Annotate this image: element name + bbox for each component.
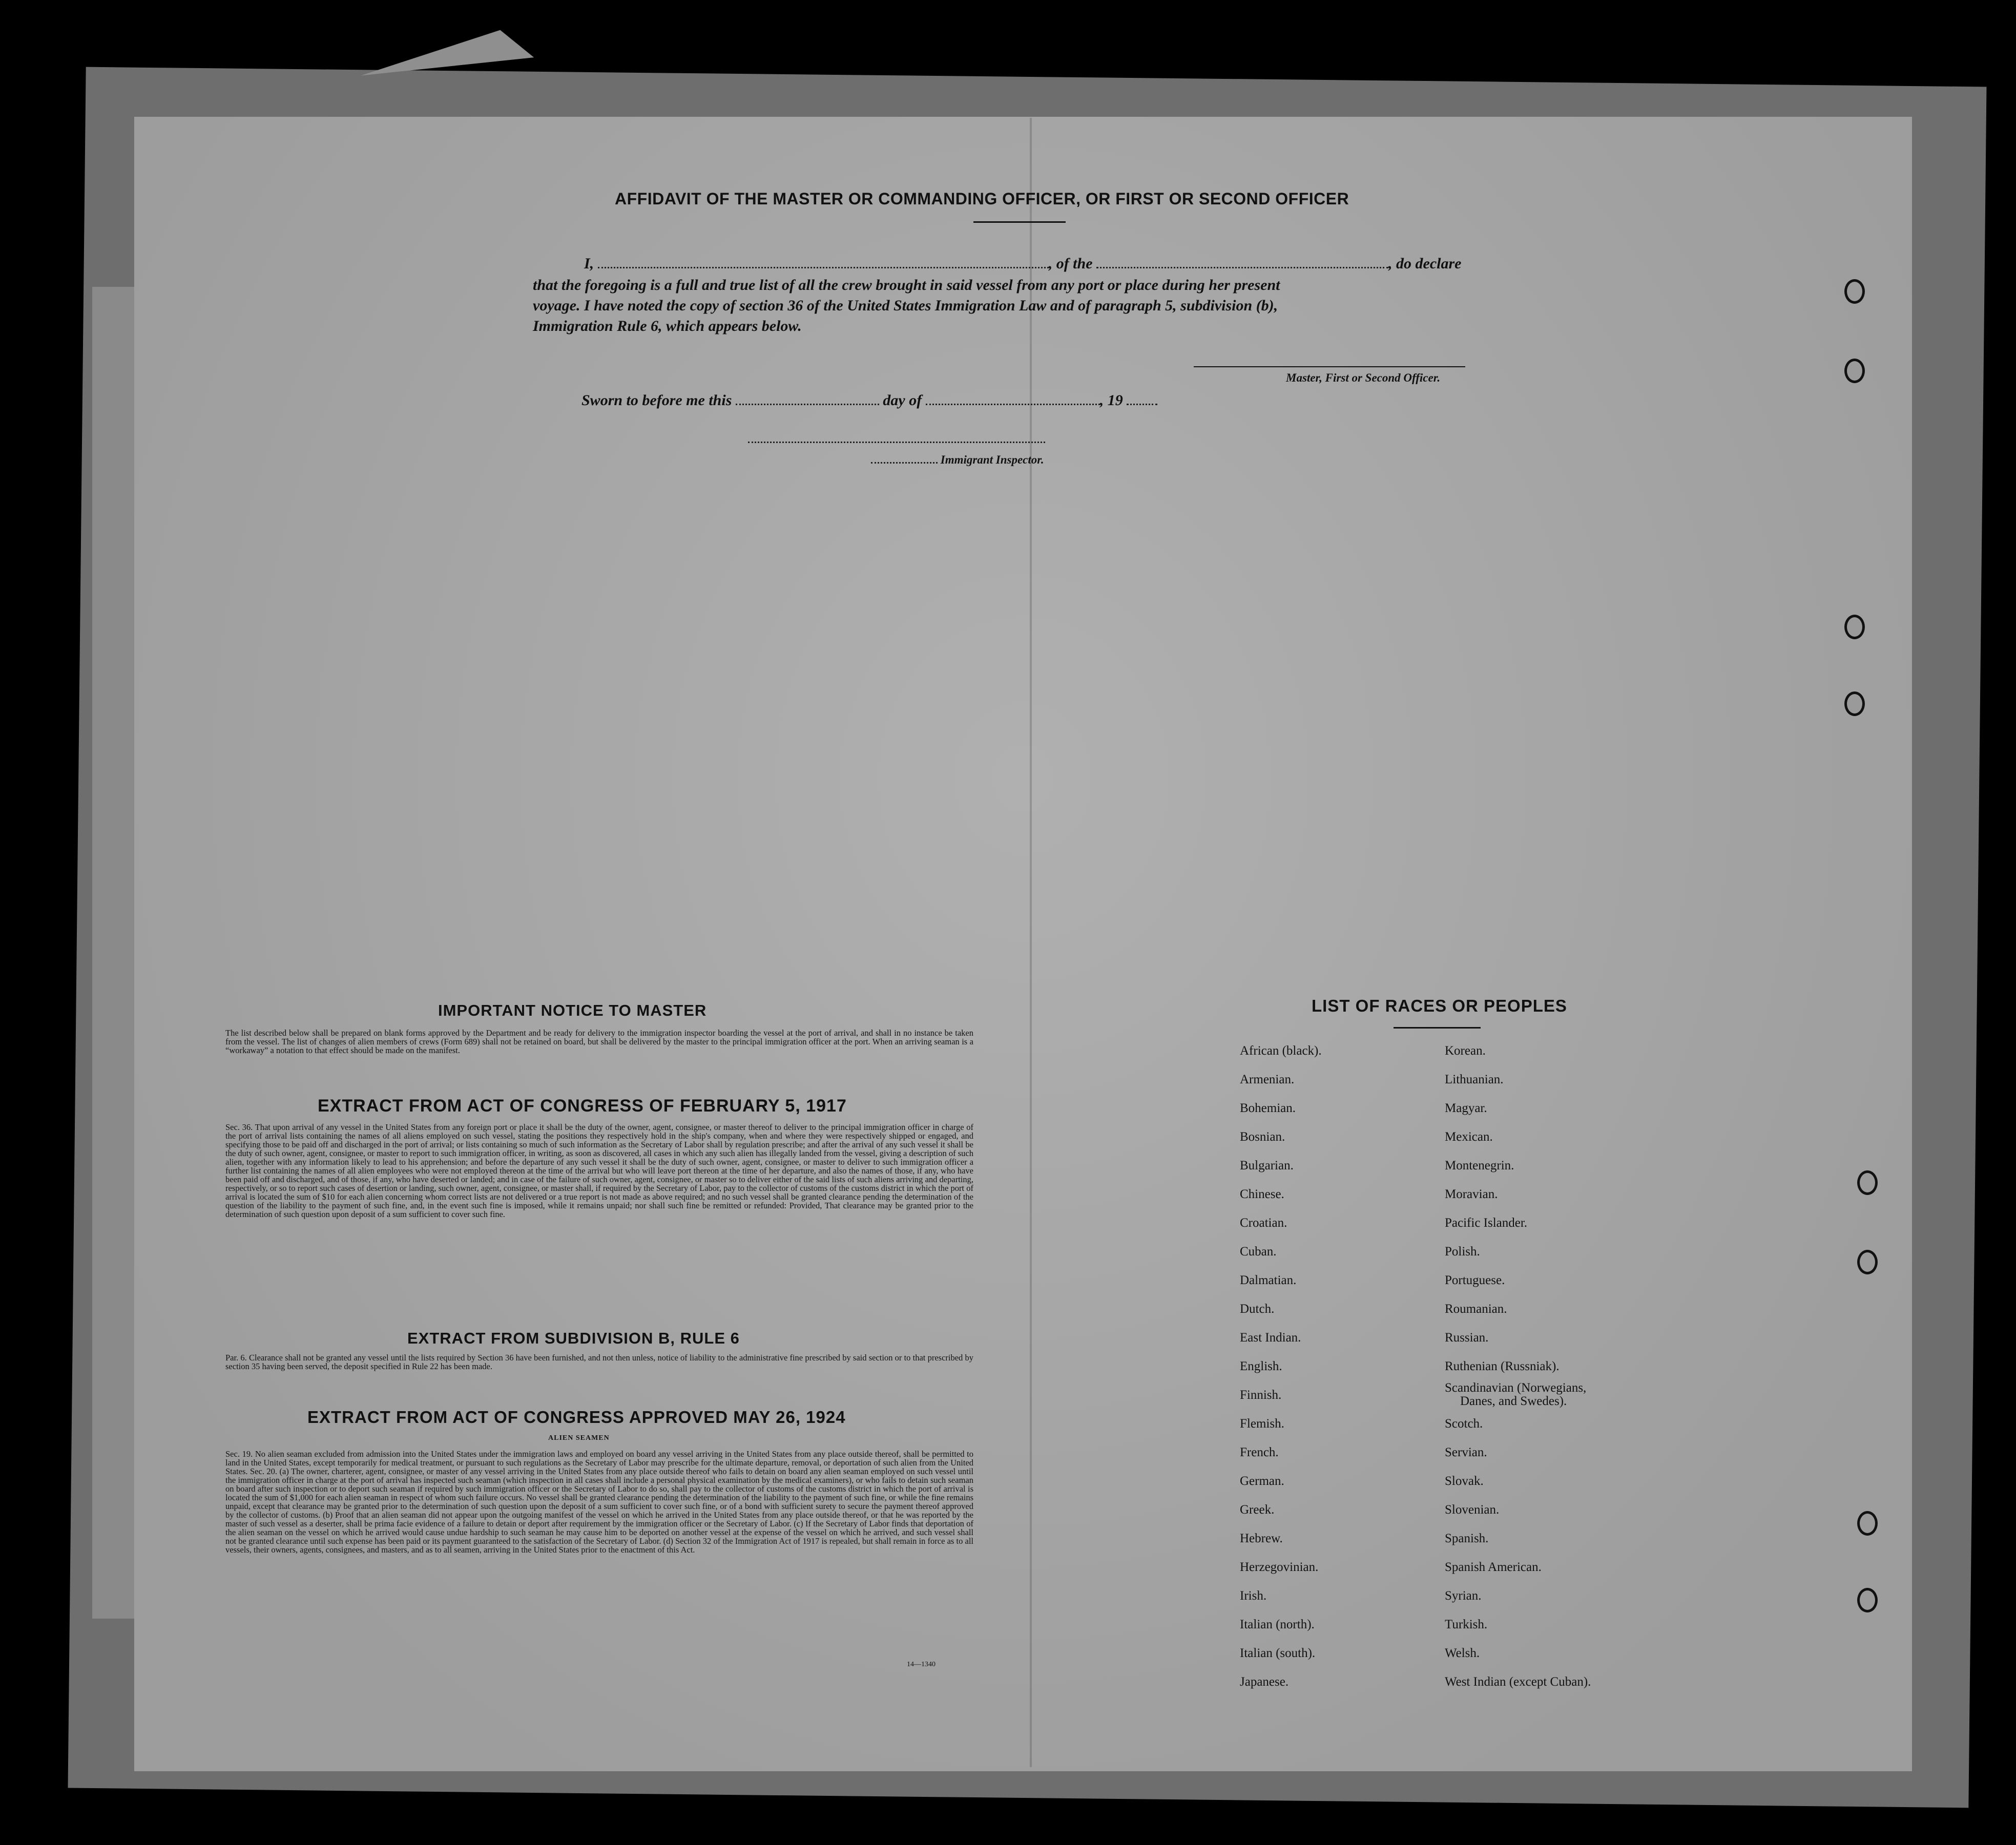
race-item: Syrian.	[1445, 1589, 1482, 1603]
race-item: Cuban.	[1240, 1245, 1277, 1259]
race-item: Bohemian.	[1240, 1101, 1296, 1115]
i-label: I,	[584, 255, 594, 272]
race-item: Spanish.	[1445, 1532, 1489, 1545]
extract-1924-subheading: ALIEN SEAMEN	[548, 1434, 610, 1442]
race-item: Portuguese.	[1445, 1273, 1505, 1287]
race-item: Slovenian.	[1445, 1503, 1500, 1517]
title-underline	[973, 221, 1066, 223]
race-item: Mexican.	[1445, 1130, 1493, 1144]
extract-rule6-text: Par. 6. Clearance shall not be granted any vessel until the lists required by Section 36 have been furnished, and not then unless, notice of liability to the administrative fine prescribed by said section or to that prescribed by section 35 having been served, the deposit specified in Rule 22 has been made.	[225, 1353, 973, 1371]
race-item: Montenegrin.	[1445, 1159, 1514, 1172]
race-item: Lithuanian.	[1445, 1073, 1504, 1086]
race-item: Croatian.	[1240, 1216, 1287, 1230]
race-item: Italian (north).	[1240, 1618, 1315, 1631]
notice-heading: IMPORTANT NOTICE TO MASTER	[438, 1001, 707, 1019]
race-item: Polish.	[1445, 1245, 1480, 1259]
race-item: Greek.	[1240, 1503, 1275, 1517]
race-item: Pacific Islander.	[1445, 1216, 1528, 1230]
race-item: Flemish.	[1240, 1417, 1284, 1431]
races-heading-underline	[1394, 1027, 1481, 1029]
race-item: African (black).	[1240, 1044, 1322, 1058]
center-fold	[1030, 118, 1032, 1767]
binder-hole-icon	[1857, 1511, 1878, 1536]
body-line-2: voyage. I have noted the copy of section 36 of the United States Immigration Law and of paragraph 5, subdivision (b),	[533, 297, 1278, 314]
race-item: Spanish American.	[1445, 1560, 1542, 1574]
race-item: Moravian.	[1445, 1187, 1498, 1201]
sworn-month-field[interactable]	[926, 402, 1100, 405]
race-item: Irish.	[1240, 1589, 1267, 1603]
background-paper-edge	[92, 287, 138, 1619]
race-item: Armenian.	[1240, 1073, 1295, 1086]
body-line-3: Immigration Rule 6, which appears below.	[533, 318, 802, 334]
race-item: Slovak.	[1445, 1474, 1484, 1488]
inspector-dots	[871, 460, 938, 464]
race-item: Herzegovinian.	[1240, 1560, 1319, 1574]
binder-hole-icon	[1844, 279, 1865, 304]
torn-paper-corner	[358, 27, 534, 75]
binder-hole-icon	[1857, 1170, 1878, 1195]
sworn-day-field[interactable]	[736, 402, 879, 405]
name-field[interactable]	[598, 265, 1049, 268]
extract-1924-heading: EXTRACT FROM ACT OF CONGRESS APPROVED MAY 26, 1924	[307, 1408, 846, 1427]
race-item: Ruthenian (Russniak).	[1445, 1359, 1560, 1373]
body-line-1: that the foregoing is a full and true list of all the crew brought in said vessel from any port or place during her present	[533, 277, 1280, 293]
extract-rule6-heading: EXTRACT FROM SUBDIVISION B, RULE 6	[407, 1329, 740, 1347]
race-item: West Indian (except Cuban).	[1445, 1675, 1591, 1689]
signature-line[interactable]	[1194, 366, 1465, 367]
race-item: English.	[1240, 1359, 1282, 1373]
extract-1917-text: Sec. 36. That upon arrival of any vessel in the United States from any foreign port or place it shall be the duty of the owner, agent, consignee, or master thereof to deliver to the principal immigration officer in charge of the port of arrival lists containing the names of all aliens employed on such vessel, stating the positions they respectively hold in the ship's company, when and where they were respectively shipped or engaged, and specifying those to be paid off and discharged in the port of arrival; or lists containing so much of such information as the Secretary of Labor shall by regulation prescribe; and after the arrival of any such vessel it shall be the duty of such owner, agent, consignee, or master to report to such immigration officer, in writing, as soon as discovered, all cases in which any such alien has illegally landed from the vessel, giving a description of such alien, together with any information likely to lead to his apprehension; and before the departure of any such vessel it shall be the duty of such owner, agent, consignee, or master to deliver to such immigration officer a further list containing the names of all alien employees who were not employed thereon at the time of the arrival but who will leave port thereon at the time of her departure, and also the names of those, if any, who have been paid off and discharged, and of those, if any, who have deserted or landed; and in case of the failure of such owner, agent, consignee, or master so to deliver either of the said lists of such aliens arriving and departing, respectively, or so to report such cases of desertion or landing, such owner, agent, consignee, or master shall, if required by the Secretary of Labor, pay to the collector of customs of the customs district in which the port of arrival is located the sum of $10 for each alien concerning whom correct lists are not delivered or a true report is not made as above required; and no such vessel shall be granted clearance pending the determination of the question of the liability to the payment of such fine, and, in the event such fine is imposed, while it remains unpaid; nor shall such fine be remitted or refunded: Provided, That clearance may be granted prior to the determination of such question upon deposit of a sum sufficient to cover such fine.	[225, 1122, 973, 1219]
sworn-line	[581, 392, 1350, 409]
race-item: Welsh.	[1445, 1646, 1480, 1660]
affidavit-title: AFFIDAVIT OF THE MASTER OR COMMANDING OFFICER, OR FIRST OR SECOND OFFICER	[615, 190, 1349, 208]
race-item: East Indian.	[1240, 1331, 1301, 1345]
races-heading: LIST OF RACES OR PEOPLES	[1312, 996, 1567, 1015]
race-item: Servian.	[1445, 1445, 1487, 1459]
race-item-continued: Danes, and Swedes).	[1460, 1394, 1567, 1408]
race-item: Scandinavian (Norwegians,	[1445, 1381, 1587, 1395]
inspector-signature-line[interactable]	[748, 442, 1045, 443]
race-item: Russian.	[1445, 1331, 1489, 1345]
race-item: Magyar.	[1445, 1101, 1487, 1115]
extract-1917-heading: EXTRACT FROM ACT OF CONGRESS OF FEBRUARY 5, 1917	[318, 1096, 847, 1116]
sworn-label: Sworn to before me this	[581, 392, 732, 409]
inspector-label: Immigrant Inspector.	[940, 453, 1044, 466]
declaration-line	[584, 255, 1506, 272]
binder-hole-icon	[1857, 1250, 1878, 1274]
of-the-label: , of the	[1048, 255, 1093, 272]
binder-hole-icon	[1844, 691, 1865, 716]
race-item: French.	[1240, 1445, 1279, 1459]
race-item: Finnish.	[1240, 1388, 1282, 1402]
vessel-field[interactable]	[1096, 265, 1388, 268]
race-item: Dalmatian.	[1240, 1273, 1297, 1287]
do-declare-label: , do declare	[1388, 255, 1462, 272]
race-item: Turkish.	[1445, 1618, 1488, 1631]
race-item: Bosnian.	[1240, 1130, 1285, 1144]
race-item: German.	[1240, 1474, 1284, 1488]
race-item: Scotch.	[1445, 1417, 1483, 1431]
race-item: Italian (south).	[1240, 1646, 1316, 1660]
binder-hole-icon	[1844, 615, 1865, 639]
race-item: Hebrew.	[1240, 1532, 1283, 1545]
binder-hole-icon	[1857, 1588, 1878, 1612]
binder-hole-icon	[1844, 359, 1865, 383]
day-of-label: day of	[883, 392, 922, 409]
race-item: Chinese.	[1240, 1187, 1284, 1201]
notice-text: The list described below shall be prepared on blank forms approved by the Department and be ready for delivery to the immigration inspector boarding the vessel at the port of arrival, and shall in no instance be taken from the vessel. The list of changes of alien members of crews (Form 689) shall not be retained on board, but shall be delivered by the master to the principal immigration officer at the port. When an arriving seaman is a “workaway” a notation to that effect should be made on the manifest.	[225, 1028, 973, 1055]
race-item: Dutch.	[1240, 1302, 1275, 1316]
extract-1924-text: Sec. 19. No alien seaman excluded from admission into the United States under the immigration laws and employed on board any vessel arriving in the United States from any place outside thereof, shall be permitted to land in the United States, except temporarily for medical treatment, or pursuant to such regulations as the Secretary of Labor may prescribe for the ultimate departure, removal, or deportation of such alien from the United States. Sec. 20. (a) The owner, charterer, agent, consignee, or master of any vessel arriving in the United States from any place outside thereof who fails to detain on board any alien seaman employed on such vessel until the immigration officer in charge at the port of arrival has inspected such seaman (which inspection in all cases shall include a personal physical examination by the medical examiners), or who fails to detain such seaman on board after such inspection or to deport such seaman if required by such immigration officer or the Secretary of Labor to do so, shall pay to the collector of customs of the customs district in which the port of arrival is located the sum of $1,000 for each alien seaman in respect of whom such failure occurs. No vessel shall be granted clearance pending the determination of the liability to the payment of such fine, or while the fine remains unpaid, except that clearance may be granted prior to the determination of such question upon the deposit of a sum sufficient to cover such fine, or of a bond with sufficient surety to secure the payment thereof approved by the collector of customs. (b) Proof that an alien seaman did not appear upon the outgoing manifest of the vessel on which he arrived in the United States from any place outside thereof, or that he was reported by the master of such vessel as a deserter, shall be prima facie evidence of a failure to detain or deport after requirement by the immigration officer or the Secretary of Labor. (c) If the Secretary of Labor finds that deportation of the alien seaman on the vessel on which he arrived would cause undue hardship to such seaman he may cause him to be deported on another vessel at the expense of the vessel on which he arrived, and such vessel shall not be granted clearance until such expense has been paid or its payment guaranteed to the satisfaction of the Secretary of Labor. (d) Section 32 of the Immigration Act of 1917 is repealed, but shall remain in force as to all vessels, their owners, agents, consignees, and masters, and as to all seamen, arriving in the United States prior to the enactment of this Act.	[225, 1449, 973, 1555]
signature-label: Master, First or Second Officer.	[1286, 371, 1441, 384]
race-item: Japanese.	[1240, 1675, 1289, 1689]
race-item: Roumanian.	[1445, 1302, 1507, 1316]
inspector-label-line	[871, 453, 1044, 467]
year-label: , 19	[1099, 392, 1123, 409]
race-item: Bulgarian.	[1240, 1159, 1294, 1172]
sworn-year-field[interactable]	[1127, 402, 1157, 405]
race-item: Korean.	[1445, 1044, 1486, 1058]
form-number: 14—1340	[907, 1661, 936, 1668]
